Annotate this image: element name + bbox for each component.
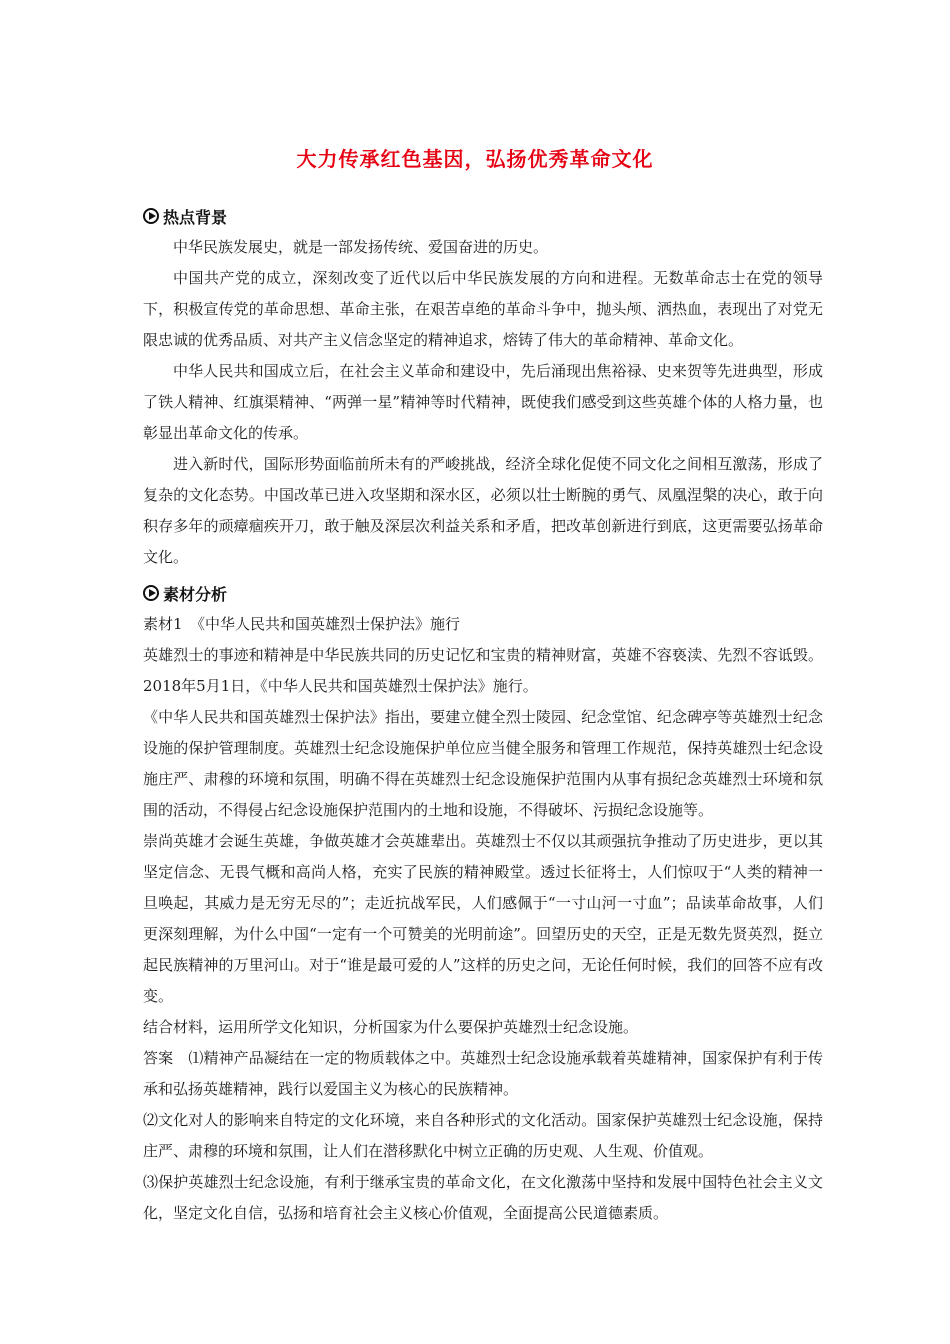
paragraph: 英雄烈士的事迹和精神是中华民族共同的历史记忆和宝贵的精神财富，英雄不容亵渎、先烈不容诋毁。2018年5月1日，《中华人民共和国英雄烈士保护法》施行。 (143, 646, 823, 695)
paragraph: 《中华人民共和国英雄烈士保护法》指出，要建立健全烈士陵园、纪念堂馆、纪念碑亭等英雄烈士纪念设施的保护管理制度。英雄烈士纪念设施保护单位应当健全服务和管理工作规范，保持英雄烈士纪念设施庄严、肃穆的环境和氛围，明确不得在英雄烈士纪念设施保护范围内从事有损纪念英雄烈士环境和氛围的活动，不得侵占纪念设施保护范围内的土地和设施，不得破坏、污损纪念设施等。 (143, 708, 823, 819)
page-title: 大力传承红色基因，弘扬优秀革命文化 (296, 147, 654, 171)
play-circle-icon (143, 208, 159, 224)
paragraph: 进入新时代，国际形势面临前所未有的严峻挑战，经济全球化促使不同文化之间相互激荡，形成了复杂的文化态势。中国改革已进入攻坚期和深水区，必须以壮士断腕的勇气、凤凰涅槃的决心，敢于向积存多年的顽瘴痼疾开刀，敢于触及深层次利益关系和矛盾，把改革创新进行到底，这更需要弘扬革命文化。 (143, 455, 823, 566)
answer-2: ⑵文化对人的影响来自特定的文化环境，来自各种形式的文化活动。国家保护英雄烈士纪念设施，保持庄严、肃穆的环境和氛围，让人们在潜移默化中树立正确的历史观、人生观、价值观。 (143, 1111, 823, 1160)
paragraph: 中华民族发展史，就是一部发扬传统、爱国奋进的历史。 (173, 238, 549, 256)
paragraph: 中国共产党的成立，深刻改变了近代以后中华民族发展的方向和进程。无数革命志士在党的领导下，积极宣传党的革命思想、革命主张，在艰苦卓绝的革命斗争中，抛头颅、洒热血，表现出了对党无限忠诚的优秀品质、对共产主义信念坚定的精神追求，熔铸了伟大的革命精神、革命文化。 (143, 269, 823, 349)
answer-1: 答案 ⑴精神产品凝结在一定的物质载体之中。英雄烈士纪念设施承载着英雄精神，国家保护有利于传承和弘扬英雄精神，践行以爱国主义为核心的民族精神。 (143, 1049, 823, 1098)
document-body (143, 200, 823, 1229)
paragraph: 崇尚英雄才会诞生英雄，争做英雄才会英雄辈出。英雄烈士不仅以其顽强抗争推动了历史进步，更以其坚定信念、无畏气概和高尚人格，充实了民族的精神殿堂。透过长征将士，人们惊叹于“人类的精神一旦唤起，其威力是无穷无尽的”；走近抗战军民，人们感佩于“一寸山河一寸血”；品读革命故事，人们更深刻理解，为什么中国“一定有一个可赞美的光明前途”。回望历史的天空，正是无数先贤英烈，挺立起民族精神的万里河山。对于“谁是最可爱的人”这样的历史之问，无论任何时候，我们的回答不应有改变。 (143, 832, 823, 1005)
play-circle-icon (143, 585, 159, 601)
section-heading-analysis (143, 577, 823, 609)
paragraph: 中华人民共和国成立后，在社会主义革命和建设中，先后涌现出焦裕禄、史来贺等先进典型，形成了铁人精神、红旗渠精神、“两弹一星”精神等时代精神，既使我们感受到这些英雄个体的人格力量，也彰显出革命文化的传承。 (143, 362, 823, 442)
section-heading-label: 素材分析 (163, 584, 228, 604)
question: 结合材料，运用所学文化知识，分析国家为什么要保护英雄烈士纪念设施。 (143, 1018, 639, 1036)
section-heading-background (143, 200, 823, 232)
material-title: 素材1 《中华人民共和国英雄烈士保护法》施行 (143, 615, 461, 633)
answer-3: ⑶保护英雄烈士纪念设施，有利于继承宝贵的革命文化，在文化激荡中坚持和发展中国特色社会主义文化，坚定文化自信，弘扬和培育社会主义核心价值观，全面提高公民道德素质。 (143, 1173, 823, 1222)
section-heading-label: 热点背景 (163, 207, 228, 227)
